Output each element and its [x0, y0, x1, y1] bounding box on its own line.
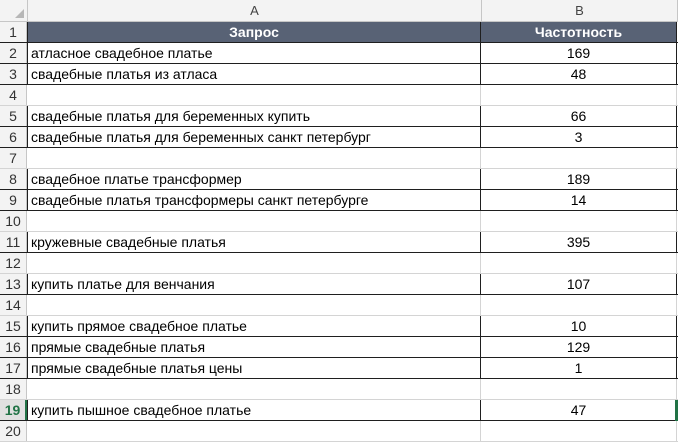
table-row	[0, 64, 678, 85]
cell-frequency[interactable]	[481, 253, 677, 273]
row-number[interactable]: 10	[0, 211, 27, 231]
cell-query[interactable]	[27, 211, 481, 231]
cell-grid	[0, 22, 678, 442]
row-number[interactable]: 4	[0, 85, 27, 105]
row-number[interactable]: 16	[0, 337, 27, 357]
table-row	[0, 148, 678, 169]
table-row	[0, 190, 678, 211]
table-row	[0, 295, 678, 316]
cell-query[interactable]	[27, 295, 481, 315]
cell-frequency[interactable]	[481, 421, 677, 441]
table-row	[0, 379, 678, 400]
row-number[interactable]: 7	[0, 148, 27, 168]
cell-query[interactable]: атласное свадебное платье	[27, 43, 481, 63]
row-number[interactable]: 2	[0, 43, 27, 63]
cell-query[interactable]	[27, 253, 481, 273]
row-number[interactable]: 18	[0, 379, 27, 399]
table-row	[0, 211, 678, 232]
row-number[interactable]: 6	[0, 127, 27, 147]
cell-frequency[interactable]: 107	[481, 274, 677, 294]
row-number[interactable]: 19	[0, 400, 27, 420]
table-row	[0, 43, 678, 64]
table-row	[0, 358, 678, 379]
row-number[interactable]: 9	[0, 190, 27, 210]
table-row	[0, 400, 678, 421]
table-row	[0, 316, 678, 337]
table-row	[0, 169, 678, 190]
row-number[interactable]: 5	[0, 106, 27, 126]
table-row	[0, 337, 678, 358]
cell-frequency[interactable]	[481, 148, 677, 168]
cell-query[interactable]	[27, 148, 481, 168]
cell-query[interactable]: свадебные платья трансформеры санкт петербурге	[27, 190, 481, 210]
cell-frequency[interactable]: 395	[481, 232, 677, 252]
cell-query[interactable]: кружевные свадебные платья	[27, 232, 481, 252]
row-number[interactable]: 20	[0, 421, 27, 441]
table-row	[0, 274, 678, 295]
header-cell-query[interactable]: Запрос	[27, 22, 481, 42]
table-header-row	[0, 22, 678, 43]
column-header-a[interactable]: A	[28, 0, 482, 21]
cell-query[interactable]: прямые свадебные платья	[27, 337, 481, 357]
cell-frequency[interactable]	[481, 379, 677, 399]
cell-frequency[interactable]: 48	[481, 64, 677, 84]
header-cell-frequency[interactable]: Частотность	[481, 22, 677, 42]
table-row	[0, 232, 678, 253]
row-number[interactable]: 3	[0, 64, 27, 84]
cell-frequency[interactable]: 14	[481, 190, 677, 210]
cell-frequency[interactable]: 169	[481, 43, 677, 63]
cell-query[interactable]	[27, 85, 481, 105]
cell-query[interactable]: купить прямое свадебное платье	[27, 316, 481, 336]
row-number[interactable]: 14	[0, 295, 27, 315]
cell-query[interactable]: свадебные платья для беременных купить	[27, 106, 481, 126]
cell-frequency[interactable]: 1	[481, 358, 677, 378]
cell-frequency[interactable]	[481, 211, 677, 231]
column-header-bar	[0, 0, 678, 22]
row-number[interactable]: 13	[0, 274, 27, 294]
cell-frequency[interactable]: 129	[481, 337, 677, 357]
table-row	[0, 421, 678, 442]
table-row	[0, 253, 678, 274]
cell-frequency[interactable]: 10	[481, 316, 677, 336]
row-number[interactable]: 12	[0, 253, 27, 273]
cell-frequency[interactable]: 47	[481, 400, 677, 420]
cell-query[interactable]: купить пышное свадебное платье	[27, 400, 481, 420]
column-header-b[interactable]: B	[482, 0, 678, 21]
select-all-button[interactable]	[0, 0, 28, 21]
table-row	[0, 127, 678, 148]
cell-query[interactable]	[27, 379, 481, 399]
cell-frequency[interactable]: 189	[481, 169, 677, 189]
row-number[interactable]: 15	[0, 316, 27, 336]
cell-frequency[interactable]	[481, 85, 677, 105]
cell-query[interactable]	[27, 421, 481, 441]
row-number[interactable]: 17	[0, 358, 27, 378]
cell-query[interactable]: свадебные платья из атласа	[27, 64, 481, 84]
select-all-triangle-icon	[15, 9, 24, 18]
row-number[interactable]: 1	[0, 22, 27, 42]
table-row	[0, 106, 678, 127]
row-number[interactable]: 8	[0, 169, 27, 189]
cell-query[interactable]: свадебное платье трансформер	[27, 169, 481, 189]
cell-frequency[interactable]: 66	[481, 106, 677, 126]
cell-frequency[interactable]: 3	[481, 127, 677, 147]
cell-query[interactable]: купить платье для венчания	[27, 274, 481, 294]
cell-query[interactable]: прямые свадебные платья цены	[27, 358, 481, 378]
cell-query[interactable]: свадебные платья для беременных санкт петербург	[27, 127, 481, 147]
cell-frequency[interactable]	[481, 295, 677, 315]
table-row	[0, 85, 678, 106]
row-number[interactable]: 11	[0, 232, 27, 252]
